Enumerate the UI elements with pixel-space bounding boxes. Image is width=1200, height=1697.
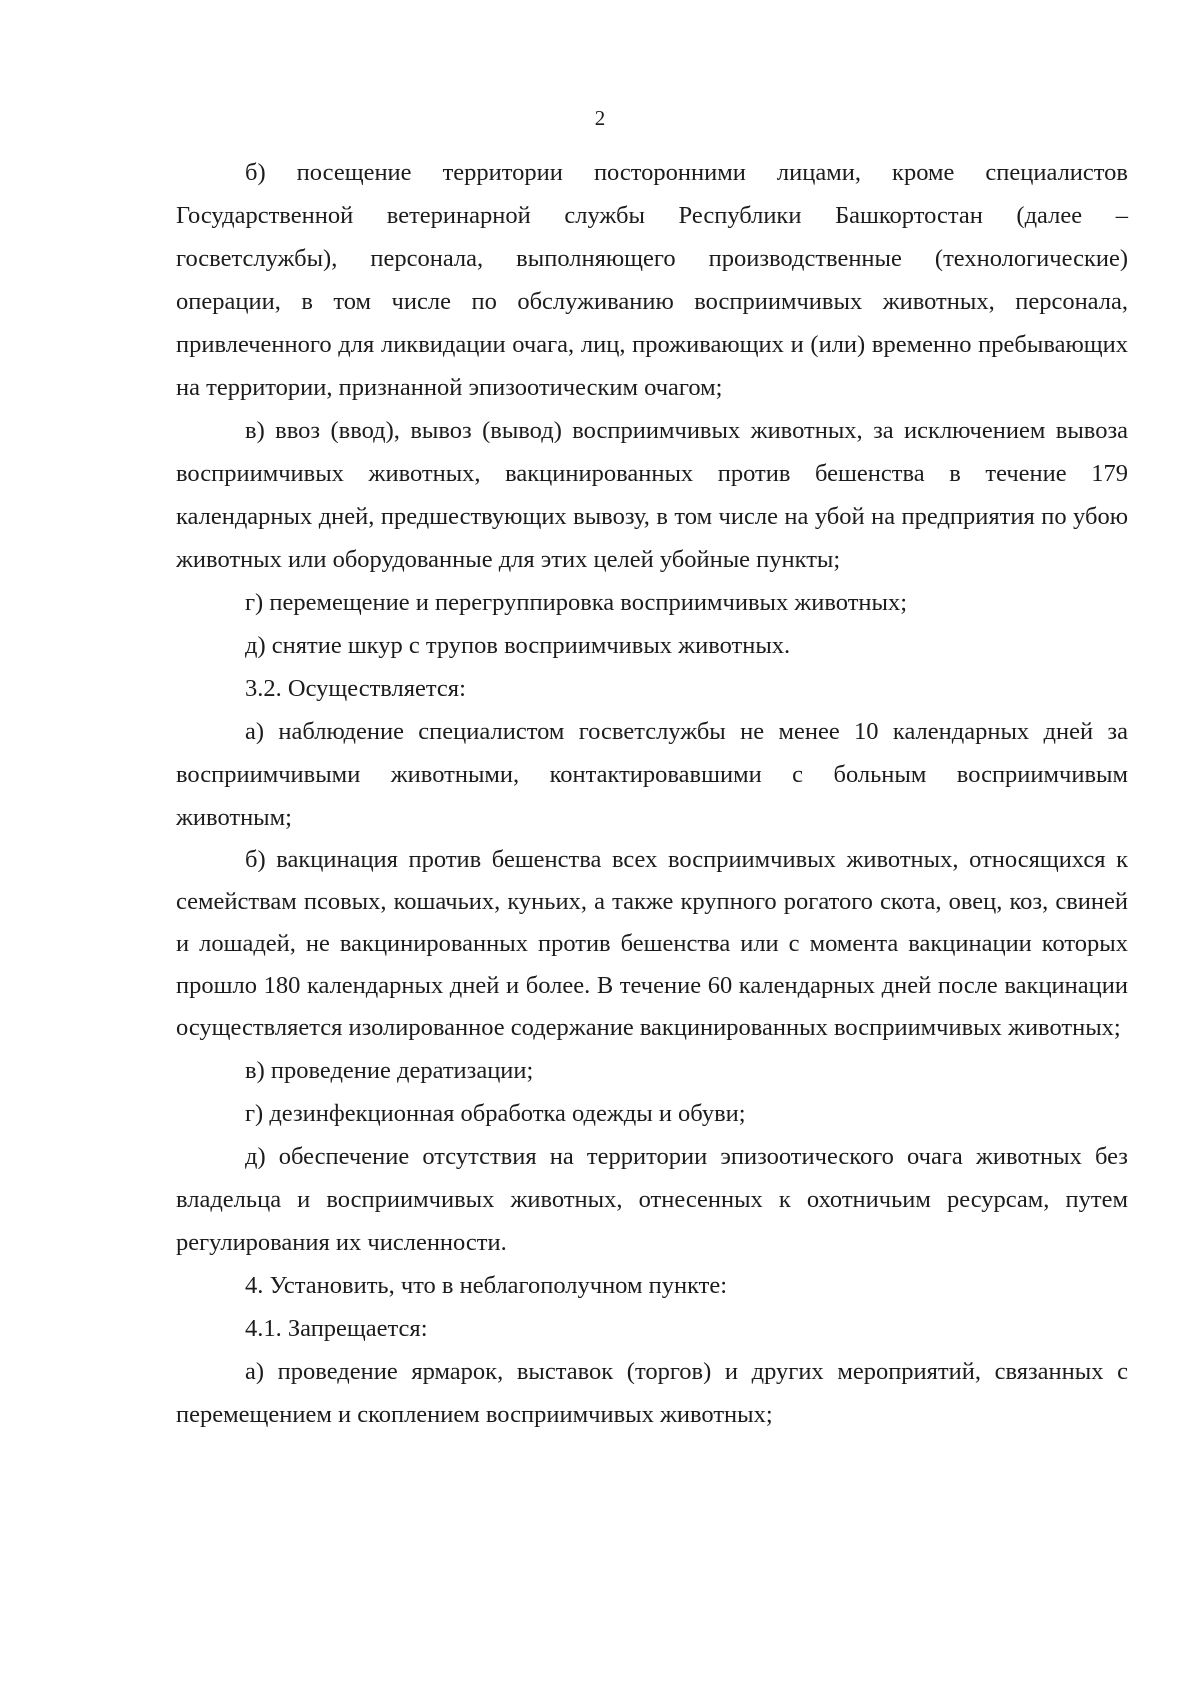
- section-3-2-heading: 3.2. Осуществляется:: [245, 675, 466, 702]
- paragraph-d-skinning: д) снятие шкур с трупов восприимчивых животных.: [245, 632, 791, 659]
- paragraph-v-import-export: в) ввоз (ввод), вывоз (вывод) восприимчивых животных, за исключением вывоза восприимчивых животных, вакцинированных против бешенства в течение 179 календарных дней, предшествующих вывозу, в том числе на убой на предприятия по убою животных или оборудованные для этих целей убойные пункты;: [176, 417, 1128, 573]
- paragraph-a-fairs: а) проведение ярмарок, выставок (торгов) и других мероприятий, связанных с перемещением и скоплением восприимчивых животных;: [176, 1358, 1128, 1428]
- paragraph-g-disinfection: г) дезинфекционная обработка одежды и обуви;: [245, 1100, 746, 1127]
- paragraph-b-visit-restriction: б) посещение территории посторонними лицами, кроме специалистов Государственной ветеринарной службы Республики Башкортостан (далее – госветслужбы), персонала, выполняющего производственные (технологические) операции, в том числе по обслуживанию восприимчивых животных, персонала, привлеченного для ликвидации очага, лиц, проживающих и (или) временно пребывающих на территории, признанной эпизоотическим очагом;: [176, 159, 1128, 401]
- section-4-1-heading: 4.1. Запрещается:: [245, 1315, 428, 1342]
- section-4-heading: 4. Установить, что в неблагополучном пункте:: [245, 1272, 728, 1299]
- paragraph-v-deratization: в) проведение дератизации;: [245, 1057, 534, 1084]
- paragraph-d-stray-animals: д) обеспечение отсутствия на территории эпизоотического очага животных без владельца и восприимчивых животных, отнесенных к охотничьим ресурсам, путем регулирования их численности.: [176, 1143, 1128, 1256]
- page-number: 2: [594, 106, 606, 130]
- paragraph-g-regrouping: г) перемещение и перегруппировка восприимчивых животных;: [245, 589, 908, 616]
- paragraph-a-observation: а) наблюдение специалистом госветслужбы не менее 10 календарных дней за восприимчивыми животными, контактировавшими с больным восприимчивым животным;: [176, 718, 1128, 831]
- paragraph-b-vaccination: б) вакцинация против бешенства всех восприимчивых животных, относящихся к семействам псовых, кошачьих, куньих, а также крупного рогатого скота, овец, коз, свиней и лошадей, не вакцинированных против бешенства или с момента вакцинации которых прошло 180 календарных дней и более. В течение 60 календарных дней после вакцинации осуществляется изолированное содержание вакцинированных восприимчивых животных;: [176, 846, 1128, 1041]
- document-body: [176, 151, 1128, 1436]
